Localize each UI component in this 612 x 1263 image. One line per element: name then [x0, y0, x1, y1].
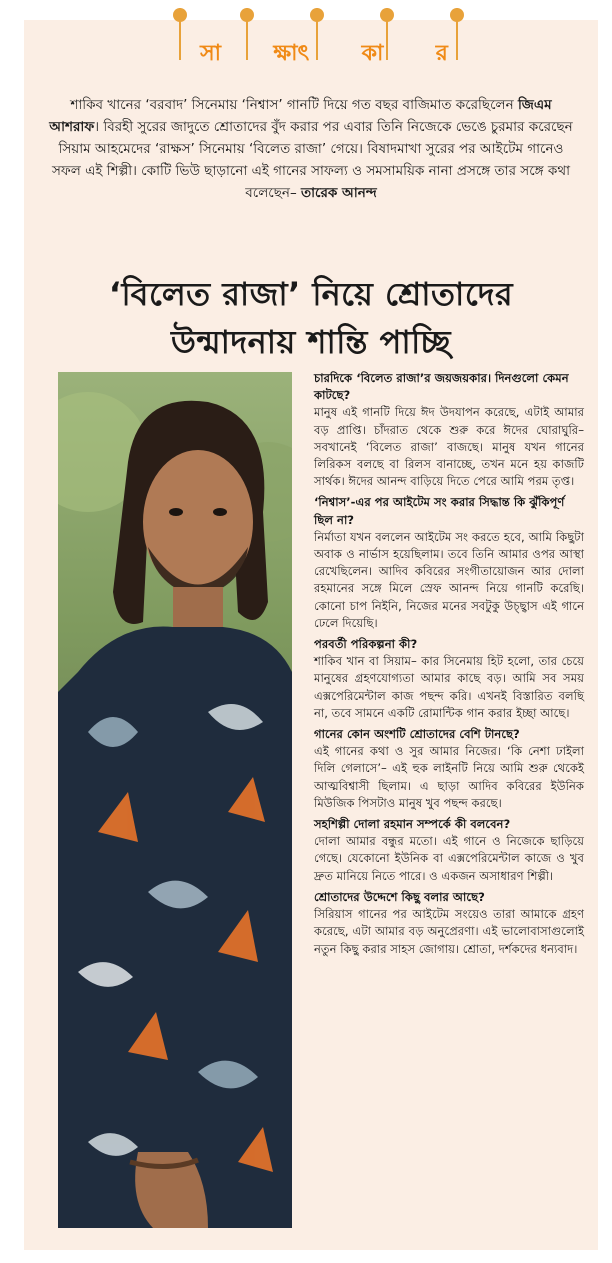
section-letter: র	[435, 41, 448, 66]
section-label	[174, 36, 474, 73]
answer: শাকিব খান বা সিয়াম– কার সিনেমায় হিট হলো, তার চেয়ে মানুষের গ্রহণযোগ্যতা আমার কাছে বড়। আমি সব সময় এক্সপেরিমেন্টাল কাজ পছন্দ করি। এখনই বিস্তারিত বলছি না, তবে সামনে একটি রোমান্টিক গান করার ইচ্ছা আছে।	[314, 654, 584, 720]
intro-text: শাকিব খানের ‘বরবাদ’ সিনেমায় ‘নিশ্বাস’ গানটি দিয়ে গত বছর বাজিমাত করেছিলেন	[70, 97, 518, 113]
answer: এই গানের কথা ও সুর আমার নিজের। ‘কি নেশা ঢাইলা দিলি গেলাসে’– এই হুক লাইনটি নিয়ে আমি শুরু থেকেই আত্মবিশ্বাসী ছিলাম। এ ছাড়া আদিব কবিরের ইউনিক মিউজিক পিসটাও মানুষ খুব পছন্দ করছে।	[314, 744, 584, 810]
question: শ্রোতাদের উদ্দেশে কিছু বলার আছে?	[314, 889, 485, 904]
intro-text: । বিরহী সুরের জাদুতে শ্রোতাদের বুঁদ করার পর এবার তিনি নিজেকে ভেঙে চুরমার করেছেন সিয়াম আহমেদের ‘রাক্ষস’ সিনেমায় ‘বিলেত রাজা’ গেয়ে। বিষাদমাখা সুরের পর আইটেম গানেও সফল এই শিল্পী। কোটি ভিউ ছাড়ানো এই গানের সাফল্য ও সমসাময়িক নানা প্রসঙ্গে তার সঙ্গে কথা বলেছেন–	[52, 119, 573, 201]
answer: দোলা আমার বন্ধুর মতো। এই গানে ও নিজেকে ছাড়িয়ে গেছে। যেকোনো ইউনিক বা এক্সপেরিমেন্টাল কাজে ও খুব দ্রুত মানিয়ে নিতে পারে। ও একজন অসাধারণ শিল্পী।	[314, 834, 584, 883]
singer-photo	[58, 372, 292, 1228]
interview-header	[174, 20, 474, 82]
singer-name: জিএম আশরাফ	[49, 97, 552, 135]
headline-line: উন্মাদনায় শান্তি পাচ্ছি	[170, 323, 452, 361]
question: সহশিল্পী দোলা রহমান সম্পর্কে কী বলবেন?	[314, 817, 511, 832]
section-letter: কা	[361, 41, 384, 66]
article-page	[24, 20, 598, 1250]
answer: মানুষ এই গানটি দিয়ে ঈদ উদযাপন করেছে, এটাই আমার বড় প্রাপ্তি। চাঁদরাত থেকে শুরু করে ঈদের ঘোরাঘুরি– সবখানেই ‘বিলেত রাজা’ বাজছে। মানুষ যখন গানের লিরিকস বলছে বা রিলস বানাচ্ছে, তখন মনে হয় কাজটি সার্থক। ঈদের আনন্দ বাড়িয়ে দিতে পেরে আমি পরম তৃপ্ত।	[314, 405, 584, 489]
interview-qa	[314, 370, 584, 962]
answer: নির্মাতা যখন বললেন আইটেম সং করতে হবে, আমি কিছুটা অবাক ও নার্ভাস হয়েছিলাম। তবে তিনি আমার ওপর আস্থা রেখেছিলেন। আদিব কবিরের সংগীতায়োজন আর দোলা রহমানের সঙ্গে মিলে স্রেফ আনন্দ নিয়ে গানটি করেছি। কোনো চাপ নিইনি, নিজের মনের সবটুকু উচ্ছ্বাস এই গানে ঢেলে দিয়েছি।	[314, 529, 584, 630]
intro-paragraph	[44, 94, 578, 204]
question: ‘নিশ্বাস’-এর পর আইটেম সং করার সিদ্ধান্ত কি ঝুঁকিপূর্ণ ছিল না?	[314, 495, 565, 527]
section-letter: সা	[200, 41, 222, 66]
section-letter: ক্ষাৎ	[273, 41, 310, 66]
headline	[34, 270, 588, 366]
answer: সিরিয়াস গানের পর আইটেম সংয়েও তারা আমাকে গ্রহণ করেছে, এটা আমার বড় অনুপ্রেরণা। এই ভালোবাসাগুলোই নতুন কিছু করার সাহস জোগায়। শ্রোতা, দর্শকদের ধন্যবাদ।	[314, 907, 584, 956]
headline-line: ‘বিলেত রাজা’ নিয়ে শ্রোতাদের	[108, 275, 514, 313]
question: পরবর্তী পরিকল্পনা কী?	[314, 637, 418, 652]
reporter-name: তারেক আনন্দ	[301, 185, 377, 201]
question: গানের কোন অংশটি শ্রোতাদের বেশি টানছে?	[314, 727, 520, 742]
question: চারদিকে ‘বিলেত রাজা’র জয়জয়কার। দিনগুলো কেমন কাটছে?	[314, 371, 569, 403]
